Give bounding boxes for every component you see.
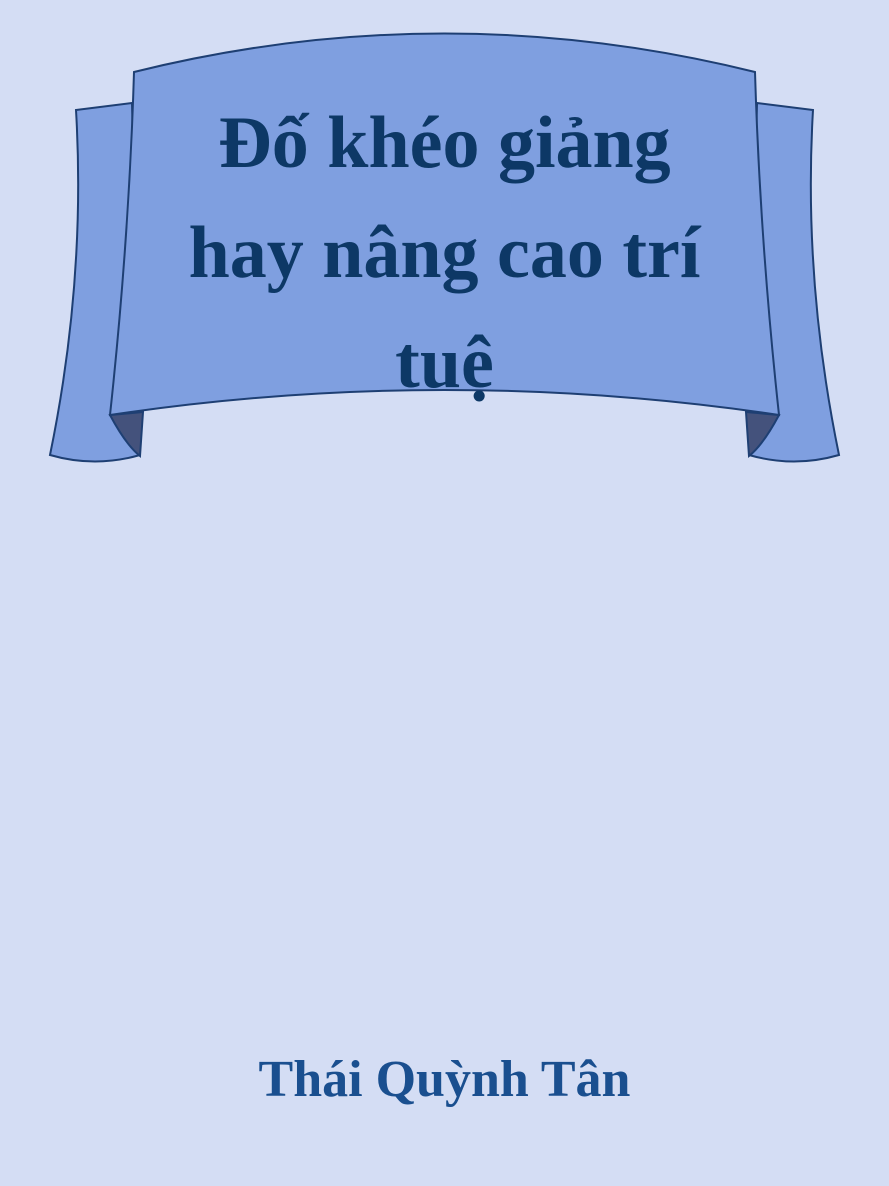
book-title xyxy=(120,88,769,418)
author-name: Thái Quỳnh Tân xyxy=(258,1051,631,1108)
book-title-line-2: hay nâng cao trí xyxy=(188,212,701,294)
book-title-line-3: tuệ xyxy=(395,322,494,404)
book-title-line-1: Đố khéo giảng xyxy=(218,102,671,184)
